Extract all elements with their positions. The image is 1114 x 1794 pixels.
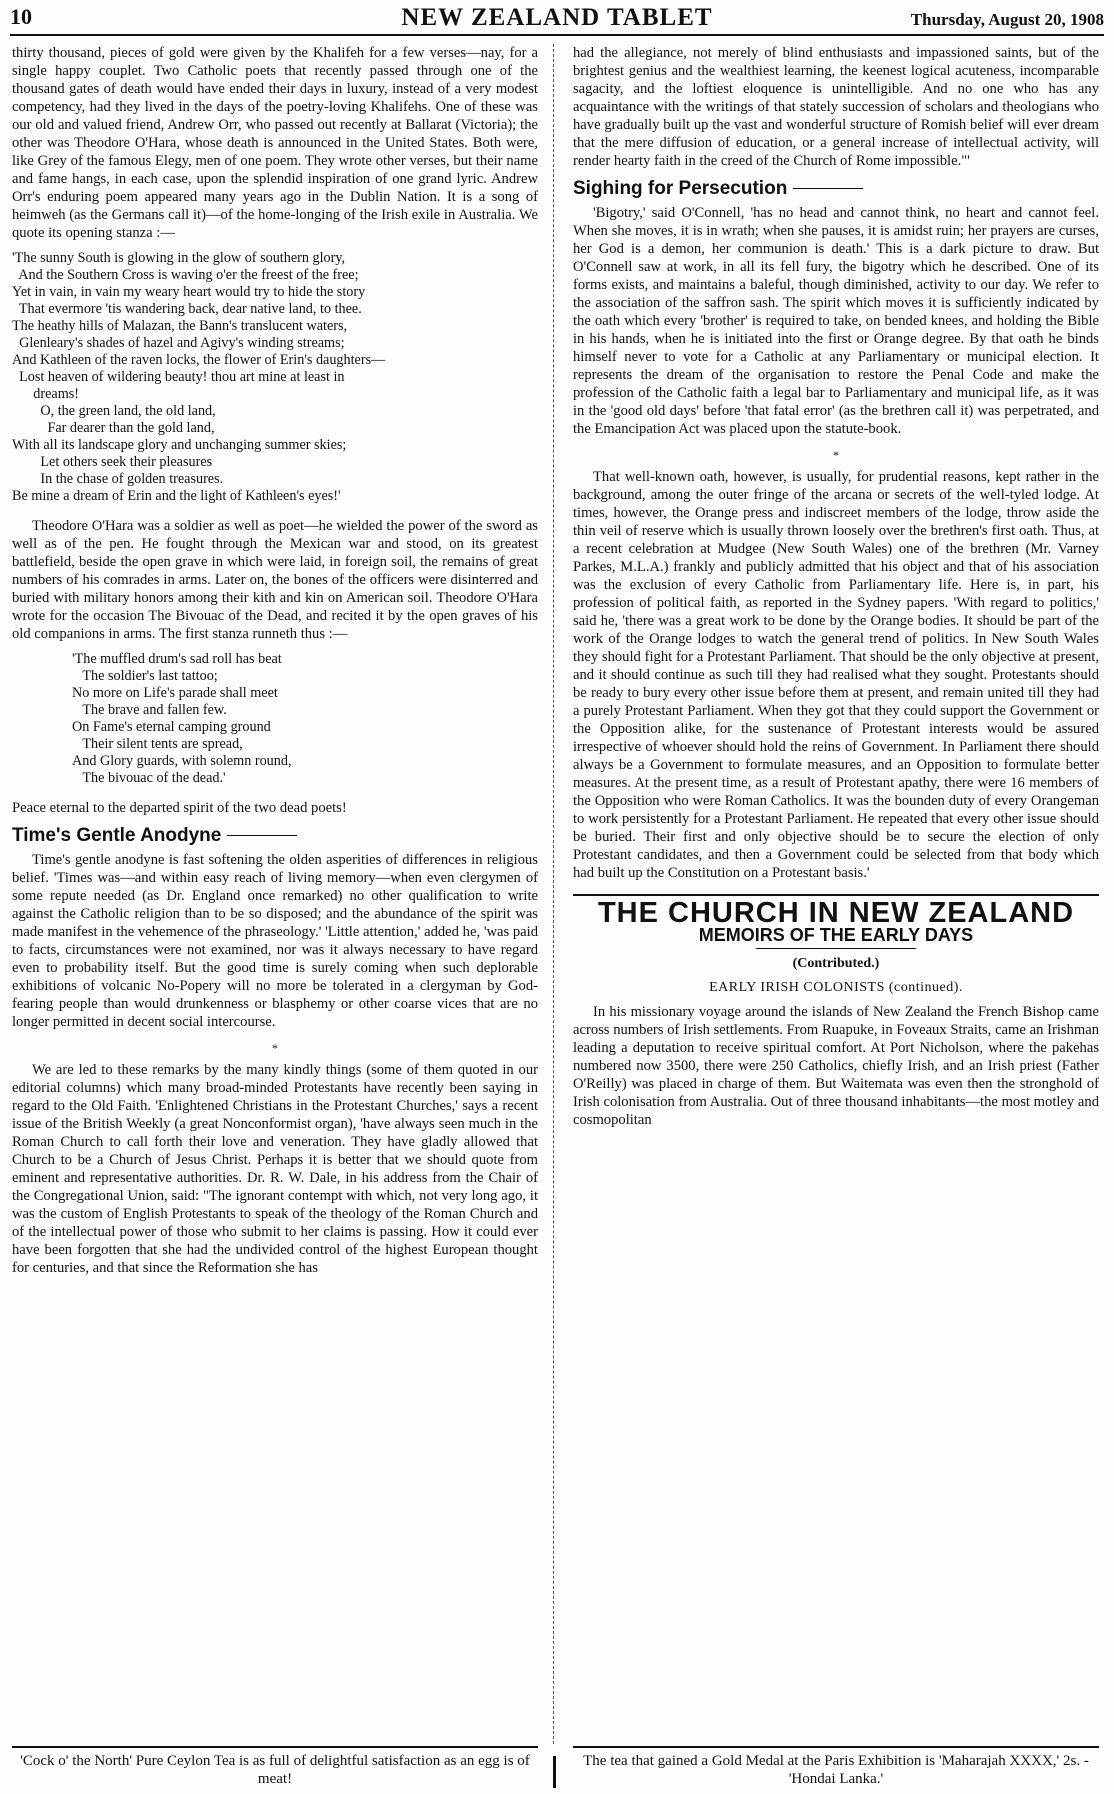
column-divider — [553, 44, 555, 1744]
paragraph: That well-known oath, however, is usually, for prudential reasons, kept rather in the background, among the outer fringe of the arcana or secrets of the well-tyled lodge. At times, however, the Orange press and indiscreet members of the lodge, throw aside the thin veil of reserve which is usually thrown loosely over the brethren's first oath. Thus, at a recent celebration at Mudgee (New South Wales) one of the brethren (Mr. Varney Parkes, M.L.A.) frankly and publicly admitted that his object and that of his association was the exclusion of every Catholic from Parliamentary life. Here is, in part, his profession of political faith, as reported in the Sydney papers. 'With regard to politics,' said he, 'there was a great work to be done by the Orange bodies. It should be part of the work of the Orange lodges to watch the general trend of politics. In New South Wales they should fight for a Protestant Parliament. That should be the only objective at present, and it should continue as such till they had realised what they sought. Protestants should be ready to bury every other issue before them at present, and remain united till they had a purely Protestant Parliament. When they got that they could support the Government or the Opposition alike, for the sustenance of Protestant interests would be assured irrespective of whoever should hold the reins of Government. In Parliament there should always be a Government to formulate measures, and an Opposition to formulate better measures. At the present time, as a result of Protestant apathy, there were 16 members of the Opposition who were Roman Catholics. It was the bounden duty of every Orangeman to work persistently for a Protestant Parliament. He repeated that every other issue should be buried. Their first and only objective should be to secure the election of only Protestant candidates, and then a Government could be selected from that body which had built up the Constitution on a Protestant basis.' — [573, 469, 1099, 881]
paragraph: In his missionary voyage around the islands of New Zealand the French Bishop came across numbers of Irish settlements. From Ruapuke, in Foveaux Straits, came an Irishman leading a deputation to receive spiritual comfort. At Port Nicholson, where the pakehas numbered now 3500, there were 250 Catholics, chiefly Irish, and an Irish priest (Father O'Reilly) was placed in charge of them. But Waitemata was even then the stronghold of Irish colonisation from Australia. Out of three thousand inhabitants—the most motley and cosmopolitan — [573, 1004, 1099, 1128]
paragraph: thirty thousand, pieces of gold were given by the Khalifeh for a few verses—nay, for a single happy couplet. Two Catholic poets that recently passed through one of the thousand gates of death would have ended their days in luxury, instead of a very modest competency, had they lived in the days of the poetry-loving Khalifehs. One of these was our old and valued friend, Andrew Orr, who passed out recently at Ballarat (Victoria); the other was Theodore O'Hara, whose death is announced in the United States. Both were, like Grey of the famous Elegy, men of one poem. They wrote other verses, but their name and fame hangs, in each case, upon the splendid inspiration of one grand lyric. Andrew Orr's enduring poem appeared many years ago in the Dublin Nation. It is a song of heimweh (as the Germans call it)—of the home-longing of the Irish exile in Australia. We quote its opening stanza :— — [12, 45, 538, 241]
poem-line: In the chase of golden treasures. — [12, 471, 224, 487]
poem-line: Lost heaven of wildering beauty! thou art mine at least in — [12, 369, 345, 385]
poem-line: The bivouac of the dead.' — [72, 770, 226, 786]
poem-orr — [12, 250, 538, 505]
poem-line: And Glory guards, with solemn round, — [72, 753, 292, 769]
right-column — [573, 44, 1099, 1744]
left-column — [12, 44, 538, 1744]
poem-line: No more on Life's parade shall meet — [72, 685, 278, 701]
poem-line: Yet in vain, in vain my weary heart would try to hide the story — [12, 284, 366, 300]
advert-left — [12, 1746, 538, 1792]
poem-line: O, the green land, the old land, — [12, 403, 216, 419]
section-subheading: EARLY IRISH COLONISTS (continued). — [709, 980, 963, 995]
poem-line: Let others seek their pleasures — [12, 454, 213, 470]
advert-text: The tea that gained a Gold Medal at the Paris Exhibition is 'Maharajah XXXX,' 2s. - 'Hondai Lanka.' — [583, 1753, 1089, 1787]
contributed-label: (Contributed.) — [792, 956, 880, 971]
section-break: * — [833, 448, 839, 462]
footer-divider — [553, 1756, 556, 1788]
poem-line: The soldier's last tattoo; — [72, 668, 218, 684]
poem-line: That evermore 'tis wandering back, dear native land, to thee. — [12, 301, 362, 317]
newspaper-title: NEW ZEALAND TABLET — [401, 4, 713, 31]
poem-line: And Kathleen of the raven locks, the flower of Erin's daughters— — [12, 352, 386, 368]
poem-line: Glenleary's shades of hazel and Agivy's winding streams; — [12, 335, 345, 351]
paragraph: We are led to these remarks by the many kindly things (some of them quoted in our editorial columns) which many broad-minded Protestants have recently been saying in regard to the Old Faith. 'Enlightened Christians in the Protestant Churches,' says a recent issue of the British Weekly (a great Nonconformist organ), 'have always seen much in the Roman Church to call forth their love and veneration. They have gladly allowed that Church to be a Church of Jesus Christ. Perhaps it is better that we should quote from eminent and representative authorities. Dr. R. W. Dale, in his address from the Chair of the Congregational Union, said: "The ignorant contempt with which, not very long ago, it was the custom of English Protestants to speak of the theology of the Roman Church and of the intellectual power of those who submit to her claims is passing. How it could ever have been forgotten that she had the undivided control of the highest European thought for centuries, and that since the Reformation she has — [12, 1062, 538, 1276]
paragraph: had the allegiance, not merely of blind enthusiasts and impassioned saints, but of the brightest genius and the wealthiest learning, the keenest logical acuteness, incomparable sagacity, and the loftiest eloquence is unintelligible. And no one who has any acquaintance with the writings of that stately succession of scholars and theologians who have gradually built up the vast and wonderful structure of Romish belief will ever dream that the mere diffusion of education, or a general increase of intellectual activity, will render hearty faith in the creed of the Church of Rome impossible."' — [573, 45, 1099, 169]
poem-line: 'The muffled drum's sad roll has beat — [72, 651, 282, 667]
poem-line: On Fame's eternal camping ground — [72, 719, 271, 735]
section-heading: Sighing for Persecution — [573, 180, 1099, 198]
poem-line: 'The sunny South is glowing in the glow of southern glory, — [12, 250, 346, 266]
poem-ohara — [12, 651, 538, 787]
paragraph: Peace eternal to the departed spirit of the two dead poets! — [12, 800, 347, 816]
advert-right — [573, 1746, 1099, 1792]
paragraph: 'Bigotry,' said O'Connell, 'has no head and cannot think, no heart and cannot feel. When she moves, it is in wrath; when she pauses, it is amidst ruin; her prayers are curses, her God is a demon, her communion is death.' This is a dark picture to draw. But O'Connell saw at work, in all its fell fury, the bigotry which he described. One of its forms exists, and maintains a baleful, though diminished, activity to our day. We refer to the association of the saffron sash. The spirit which moves it is sufficiently indicated by the oath which every 'brother' is required to take, on bended knees, and holding the Bible in his hands, when he is initiated into the first or Orange degree. By that oath he binds himself never to vote for a Catholic at any Parliamentary or municipal election. It represents the dream of the organisation to restore the Penal Code and make the profession of the Catholic faith a legal bar to Parliamentary and municipal life, as it was in the 'good old days' before 'that fatal error' (as the brethren call it) was perpetrated, and the Emancipation Act was placed upon the statute-book. — [573, 205, 1099, 437]
advert-text: 'Cock o' the North' Pure Ceylon Tea is as full of delightful satisfaction as an egg is of meat! — [20, 1753, 530, 1787]
poem-line: Their silent tents are spread, — [72, 736, 243, 752]
masthead — [10, 4, 1104, 36]
paragraph: Time's gentle anodyne is fast softening the olden asperities of differences in religious belief. 'Times was—and within easy reach of living memory—when even clergymen of some repute needed (as Dr. England once remarked) no other qualification to write against the Catholic religion than to be so disposed; and the abundance of the spirit was made manifest in the vehemence of the phraseology.' 'Little attention,' added he, 'was paid to facts, circumstances were not examined, nor was it always necessary to have regard even to probability itself. But the good time is surely coming when such deplorable exhibitions of volcanic No-Popery will no more be tolerated in a clergyman by God-fearing people than would drunkenness or blasphemy or other coarse vices that are no longer permitted in decent social intercourse. — [12, 852, 538, 1030]
poem-line: Be mine a dream of Erin and the light of Kathleen's eyes!' — [12, 488, 341, 504]
feature-title: THE CHURCH IN NEW ZEALAND — [573, 894, 1099, 922]
feature-subtitle: MEMOIRS OF THE EARLY DAYS — [698, 925, 974, 945]
page-number: 10 — [10, 4, 32, 29]
section-break: * — [272, 1041, 278, 1055]
issue-date: Thursday, August 20, 1908 — [910, 10, 1104, 29]
poem-line: dreams! — [12, 386, 79, 402]
poem-line: The brave and fallen few. — [72, 702, 227, 718]
divider-rule — [756, 948, 916, 949]
paragraph: Theodore O'Hara was a soldier as well as poet—he wielded the power of the sword as well as of the pen. He fought through the Mexican war and stood, on its greatest battlefield, beside the open grave in which were laid, in foreign soil, the remains of great numbers of his comrades in arms. Later on, the bones of the officers were disinterred and buried with military honors among their kith and kin on American soil. Theodore O'Hara wrote for the occasion The Bivouac of the Dead, and recited it by the open graves of his old companions in arms. The first stanza runneth thus :— — [12, 518, 538, 642]
poem-line: The heathy hills of Malazan, the Bann's translucent waters, — [12, 318, 348, 334]
poem-line: And the Southern Cross is waving o'er the freest of the free; — [12, 267, 359, 283]
poem-line: Far dearer than the gold land, — [12, 420, 215, 436]
section-heading: Time's Gentle Anodyne — [12, 827, 538, 845]
poem-line: With all its landscape glory and unchanging summer skies; — [12, 437, 347, 453]
